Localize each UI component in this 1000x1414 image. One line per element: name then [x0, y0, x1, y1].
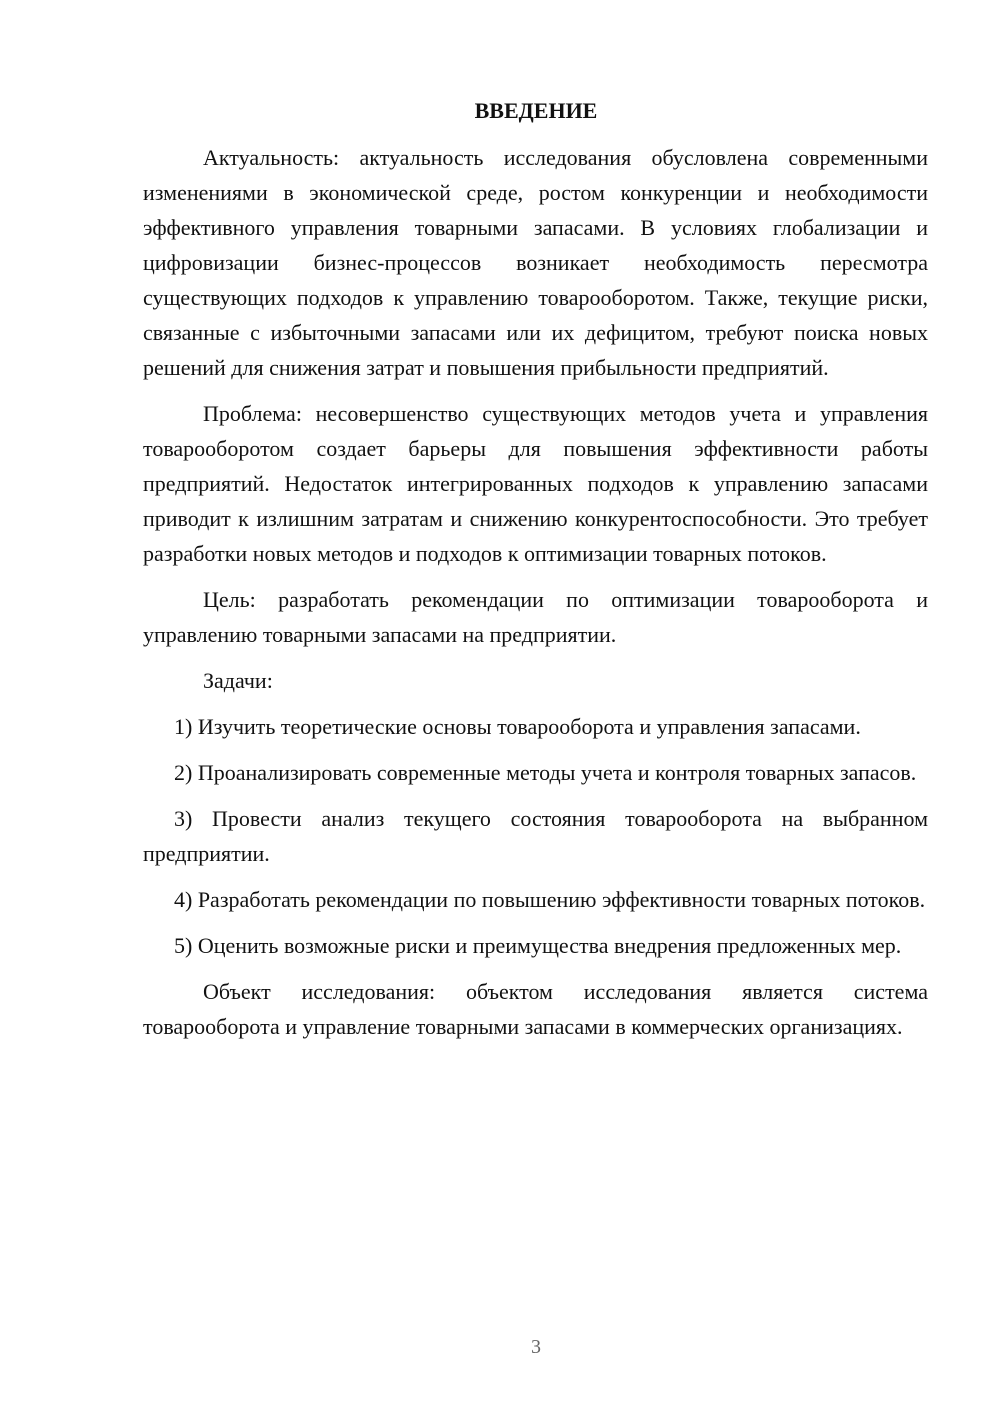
task-item-4: 4) Разработать рекомендации по повышению эффективности товарных потоков. — [174, 887, 926, 912]
paragraph-object: Объект исследования: объектом исследования является система товарооборота и управление товарными запасами в коммерческих организациях. — [143, 979, 928, 1039]
paragraph-tasks-label: Задачи: — [203, 668, 273, 693]
paragraph-relevance: Актуальность: актуальность исследования обусловлена современными изменениями в экономической среде, ростом конкуренции и необходимости эффективного управления товарными запасами. В условиях глобализации и цифровизации бизнес-процессов возникает необходимость пересмотра существующих подходов к управлению товарооборотом. Также, текущие риски, связанные с избыточными запасами или их дефицитом, требуют поиска новых решений для снижения затрат и повышения прибыльности предприятий. — [143, 145, 928, 380]
body-text — [143, 140, 928, 1055]
task-item-2: 2) Проанализировать современные методы учета и контроля товарных запасов. — [174, 760, 917, 785]
task-item-5: 5) Оценить возможные риски и преимущества внедрения предложенных мер. — [174, 933, 902, 958]
page-number: 3 — [531, 1336, 541, 1358]
task-item-1: 1) Изучить теоретические основы товарооборота и управления запасами. — [174, 714, 861, 739]
task-item-3: 3) Провести анализ текущего состояния товарооборота на выбранном предприятии. — [143, 806, 928, 866]
paragraph-problem: Проблема: несовершенство существующих методов учета и управления товарооборотом создает барьеры для повышения эффективности работы предприятий. Недостаток интегрированных подходов к управлению запасами приводит к излишним затратам и снижению конкурентоспособности. Это требует разработки новых методов и подходов к оптимизации товарных потоков. — [143, 401, 928, 566]
paragraph-goal: Цель: разработать рекомендации по оптимизации товарооборота и управлению товарными запасами на предприятии. — [143, 587, 928, 647]
section-heading: ВВЕДЕНИЕ — [474, 98, 598, 123]
